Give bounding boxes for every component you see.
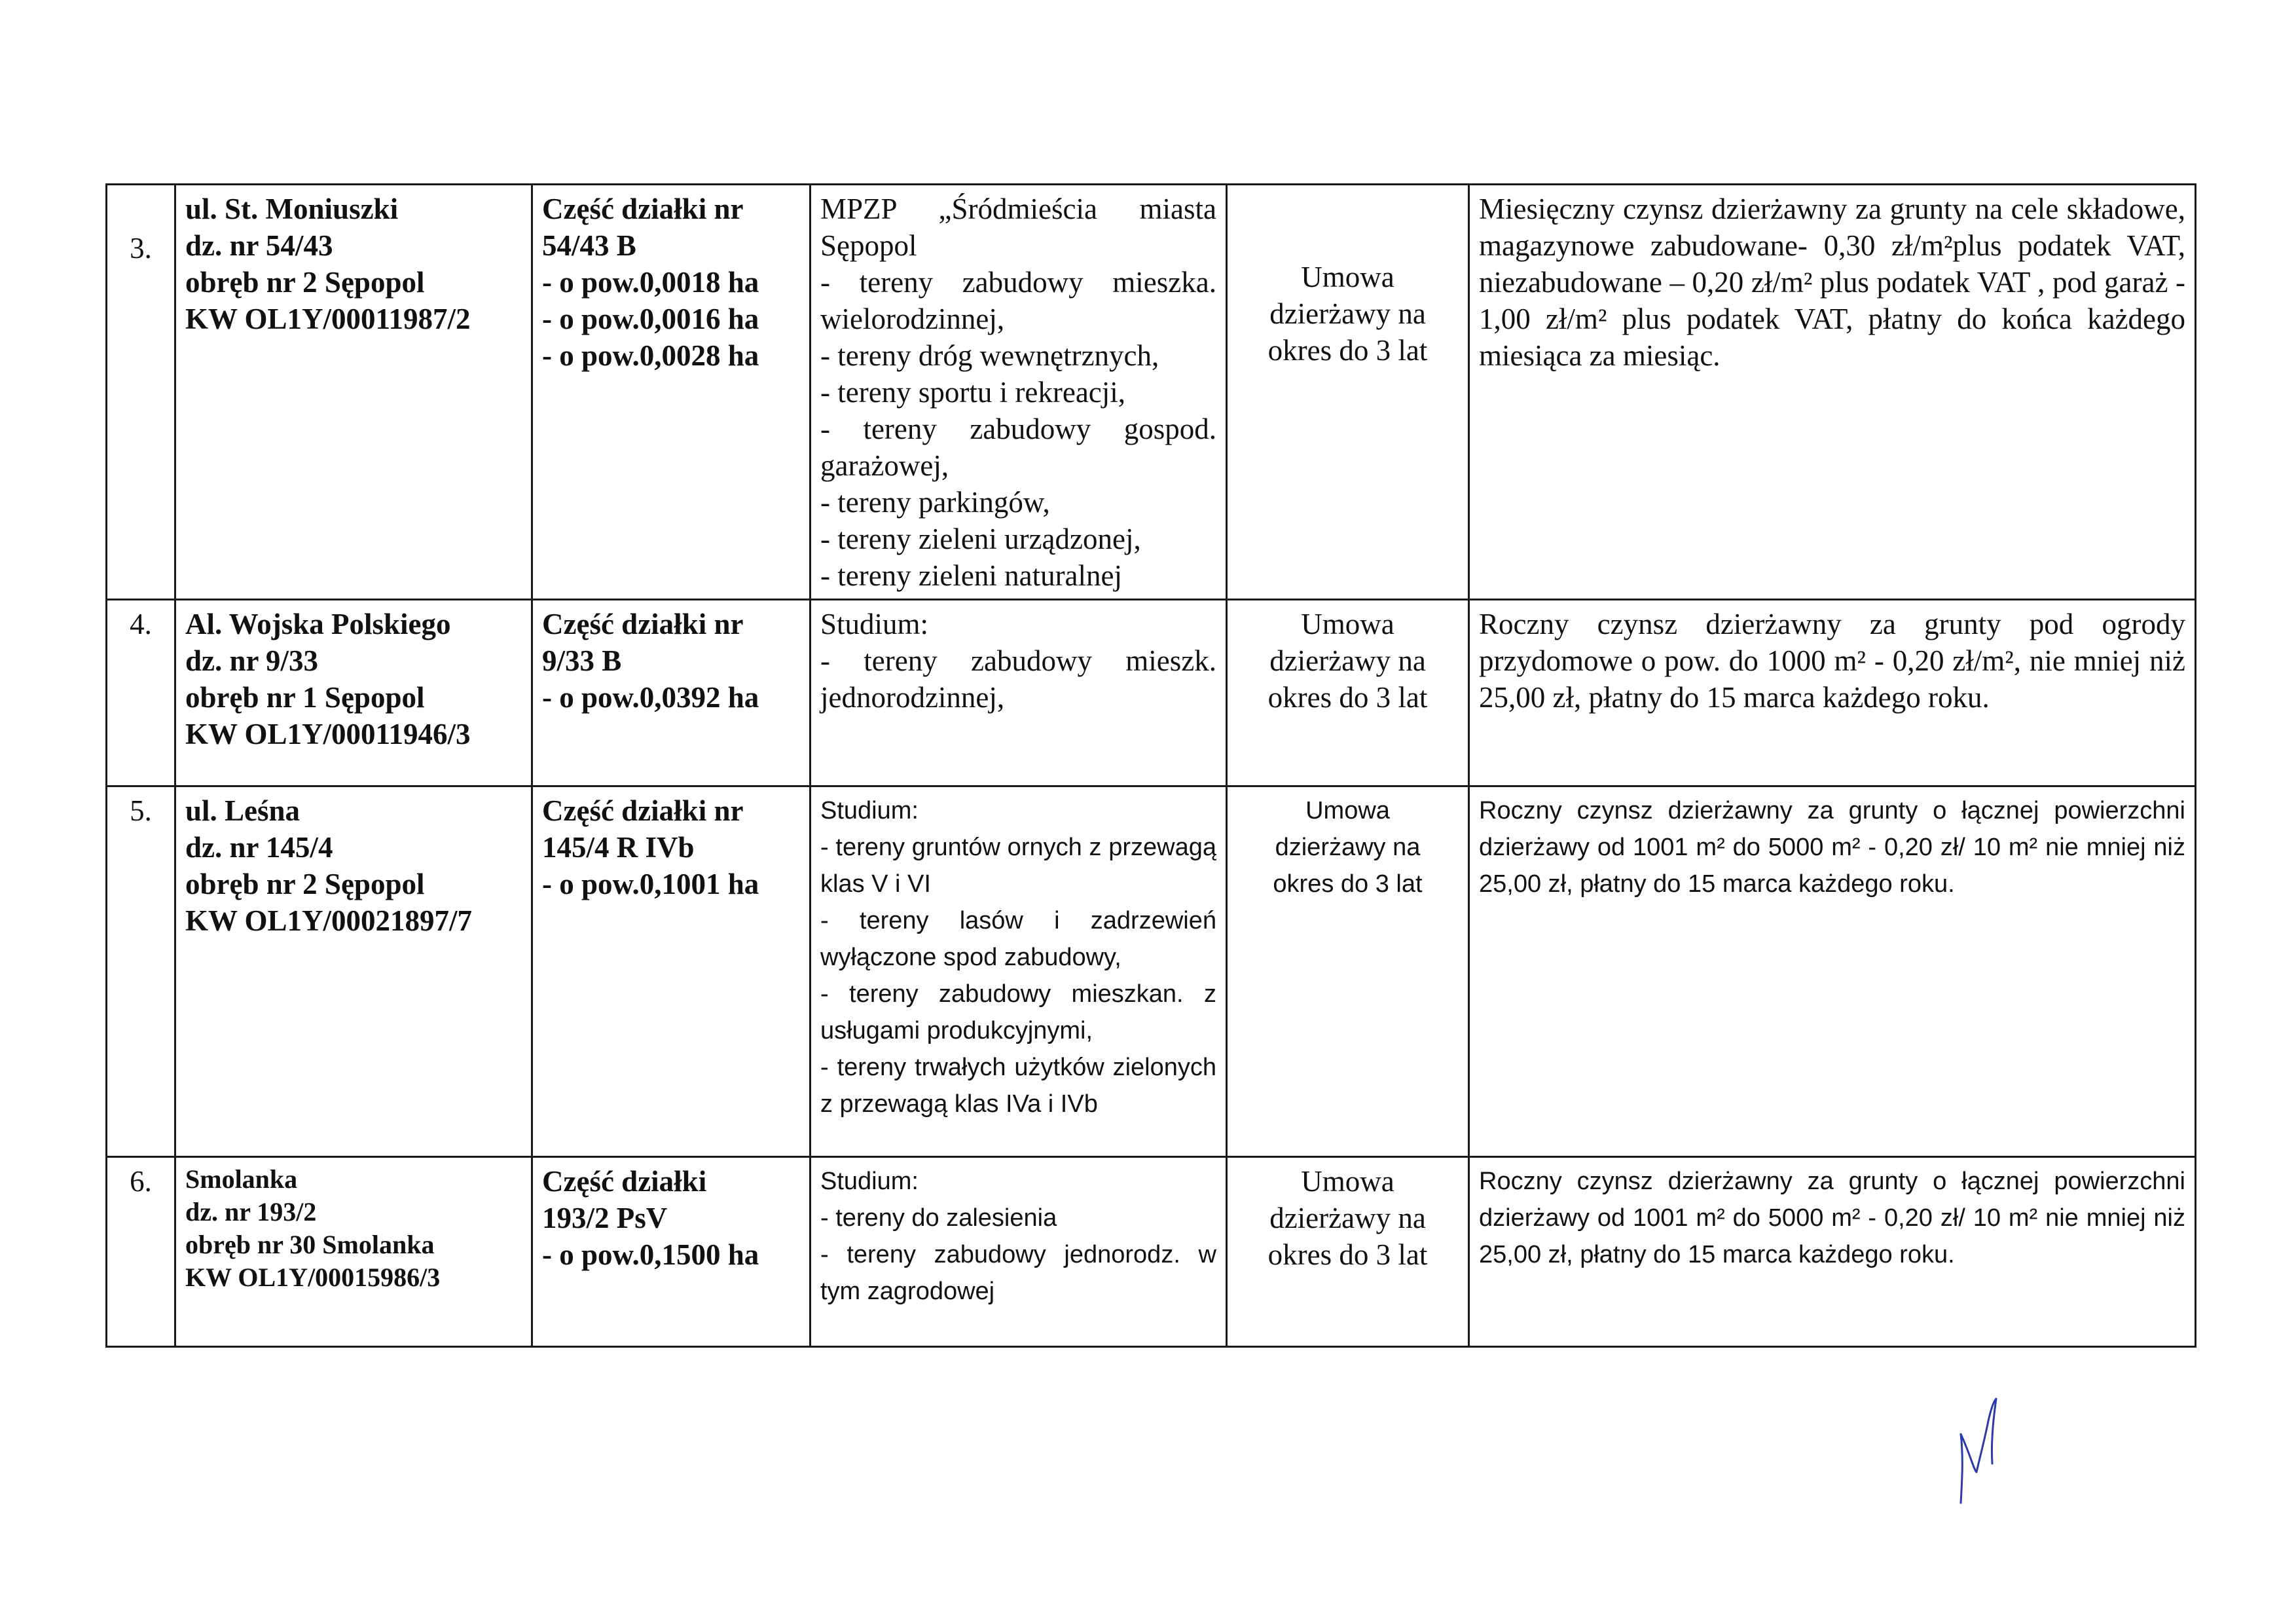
street: ul. St. Moniuszki bbox=[185, 193, 399, 225]
designation-item: - tereny trwałych użytków zielonych z przewagą klas IVa i IVb bbox=[820, 1054, 1216, 1118]
agreement-line: dzierżawy na bbox=[1269, 1202, 1426, 1234]
location-cell bbox=[175, 1157, 532, 1347]
agreement-line: dzierżawy na bbox=[1269, 644, 1426, 677]
designation-item: - tereny zabudowy mieszka. wielorodzinnej, bbox=[820, 266, 1216, 335]
agreement-line: okres do 3 lat bbox=[1267, 334, 1428, 367]
designation-item: - tereny zabudowy mieszkan. z usługami produkcyjnymi, bbox=[820, 980, 1216, 1044]
designation-cell bbox=[811, 185, 1227, 600]
plot-part-label: Część działki nr bbox=[542, 794, 744, 827]
plot-area: - o pow.0,1001 ha bbox=[542, 868, 759, 900]
location-cell bbox=[175, 786, 532, 1157]
table-row bbox=[107, 600, 2196, 786]
designation-item: - tereny zieleni urządzonej, bbox=[820, 523, 1141, 555]
agreement-cell bbox=[1227, 1157, 1469, 1347]
designation-item: Studium: bbox=[820, 608, 929, 640]
agreement-line: okres do 3 lat bbox=[1267, 1238, 1428, 1271]
agreement-line: dzierżawy na bbox=[1269, 297, 1426, 330]
plot-area: - o pow.0,1500 ha bbox=[542, 1238, 759, 1271]
agreement-line: okres do 3 lat bbox=[1273, 870, 1423, 898]
plot-area: - o pow.0,0016 ha bbox=[542, 303, 759, 335]
row-number-cell bbox=[107, 1157, 175, 1347]
row-number: 4. bbox=[130, 608, 152, 640]
row-number: 5. bbox=[130, 794, 152, 827]
plot-number: dz. nr 193/2 bbox=[185, 1197, 317, 1227]
precinct: obręb nr 2 Sępopol bbox=[185, 868, 425, 900]
row-number-cell bbox=[107, 786, 175, 1157]
street: Smolanka bbox=[185, 1164, 298, 1194]
plot-area: - o pow.0,0392 ha bbox=[542, 681, 759, 714]
agreement-cell bbox=[1227, 185, 1469, 600]
plot-part-number: 54/43 B bbox=[542, 229, 636, 262]
table-row bbox=[107, 1157, 2196, 1347]
rent-terms: Roczny czynsz dzierżawny za grunty o łącznej powierzchni dzierżawy od 1001 m² do 5000 m² - 0,20 zł/ 10 m² nie mniej niż 25,00 zł, płatny do 15 marca każdego roku. bbox=[1479, 797, 2185, 898]
designation-item: - tereny zabudowy jednorodz. w tym zagrodowej bbox=[820, 1241, 1216, 1305]
rent-terms: Roczny czynsz dzierżawny za grunty o łącznej powierzchni dzierżawy od 1001 m² do 5000 m² - 0,20 zł/ 10 m² nie mniej niż 25,00 zł, płatny do 15 marca każdego roku. bbox=[1479, 1168, 2185, 1268]
designation-cell bbox=[811, 1157, 1227, 1347]
plot-number: dz. nr 9/33 bbox=[185, 644, 318, 677]
row-number: 3. bbox=[130, 232, 152, 265]
table-row bbox=[107, 786, 2196, 1157]
plot-part-cell bbox=[532, 185, 811, 600]
agreement-line: Umowa bbox=[1301, 608, 1394, 640]
designation-item: - tereny dróg wewnętrznych, bbox=[820, 339, 1159, 372]
plot-part-label: Część działki bbox=[542, 1165, 707, 1198]
location-cell bbox=[175, 185, 532, 600]
designation-item: Studium: bbox=[820, 1168, 919, 1195]
designation-item: MPZP „Śródmieścia miasta Sępopol bbox=[820, 193, 1216, 262]
plot-part-label: Część działki nr bbox=[542, 608, 744, 640]
row-number: 6. bbox=[130, 1165, 152, 1198]
precinct: obręb nr 1 Sępopol bbox=[185, 681, 425, 714]
designation-item: - tereny do zalesienia bbox=[820, 1204, 1057, 1232]
plot-part-number: 9/33 B bbox=[542, 644, 622, 677]
plot-number: dz. nr 54/43 bbox=[185, 229, 333, 262]
agreement-line: okres do 3 lat bbox=[1267, 681, 1428, 714]
plot-part-cell bbox=[532, 1157, 811, 1347]
designation-cell bbox=[811, 786, 1227, 1157]
designation-item: - tereny lasów i zadrzewień wyłączone spod zabudowy, bbox=[820, 907, 1216, 971]
lease-table bbox=[105, 183, 2196, 1348]
agreement-line: Umowa bbox=[1301, 261, 1394, 293]
row-number-cell bbox=[107, 600, 175, 786]
designation-item: - tereny parkingów, bbox=[820, 486, 1050, 519]
location-cell bbox=[175, 600, 532, 786]
rent-cell bbox=[1469, 786, 2196, 1157]
table-row bbox=[107, 185, 2196, 600]
plot-area: - o pow.0,0018 ha bbox=[542, 266, 759, 299]
agreement-cell bbox=[1227, 786, 1469, 1157]
plot-part-number: 193/2 PsV bbox=[542, 1202, 668, 1234]
land-register-number: KW OL1Y/00011946/3 bbox=[185, 718, 471, 750]
designation-item: - tereny zieleni naturalnej bbox=[820, 559, 1123, 592]
agreement-line: dzierżawy na bbox=[1275, 834, 1421, 861]
designation-item: - tereny gruntów ornych z przewagą klas V i VI bbox=[820, 834, 1216, 898]
rent-terms: Miesięczny czynsz dzierżawny za grunty na cele składowe, magazynowe zabudowane- 0,30 zł/m²plus podatek VAT, niezabudowane – 0,20 zł/m² plus podatek VAT , pod garaż - 1,00 zł/m² plus podatek VAT, płatny do końca każdego miesiąca za miesiąc. bbox=[1479, 193, 2185, 372]
rent-cell bbox=[1469, 185, 2196, 600]
land-register-number: KW OL1Y/00011987/2 bbox=[185, 303, 471, 335]
plot-part-label: Część działki nr bbox=[542, 193, 744, 225]
land-register-number: KW OL1Y/00015986/3 bbox=[185, 1263, 441, 1292]
rent-cell bbox=[1469, 1157, 2196, 1347]
designation-cell bbox=[811, 600, 1227, 786]
handwritten-initial-icon bbox=[1948, 1395, 2007, 1506]
rent-cell bbox=[1469, 600, 2196, 786]
plot-part-cell bbox=[532, 786, 811, 1157]
designation-item: - tereny zabudowy gospod. garażowej, bbox=[820, 413, 1216, 482]
plot-part-number: 145/4 R IVb bbox=[542, 831, 695, 864]
land-register-number: KW OL1Y/00021897/7 bbox=[185, 904, 472, 937]
designation-item: - tereny zabudowy mieszk. jednorodzinnej, bbox=[820, 644, 1216, 714]
street: Al. Wojska Polskiego bbox=[185, 608, 451, 640]
rent-terms: Roczny czynsz dzierżawny za grunty pod ogrody przydomowe o pow. do 1000 m² - 0,20 zł/m², nie mniej niż 25,00 zł, płatny do 15 marca każdego roku. bbox=[1479, 608, 2185, 714]
plot-number: dz. nr 145/4 bbox=[185, 831, 333, 864]
street: ul. Leśna bbox=[185, 794, 301, 827]
precinct: obręb nr 2 Sępopol bbox=[185, 266, 425, 299]
plot-part-cell bbox=[532, 600, 811, 786]
row-number-cell bbox=[107, 185, 175, 600]
agreement-line: Umowa bbox=[1301, 1165, 1394, 1198]
agreement-line: Umowa bbox=[1305, 797, 1390, 824]
agreement-cell bbox=[1227, 600, 1469, 786]
designation-item: - tereny sportu i rekreacji, bbox=[820, 376, 1126, 409]
precinct: obręb nr 30 Smolanka bbox=[185, 1230, 435, 1259]
plot-area: - o pow.0,0028 ha bbox=[542, 339, 759, 372]
designation-item: Studium: bbox=[820, 797, 919, 824]
